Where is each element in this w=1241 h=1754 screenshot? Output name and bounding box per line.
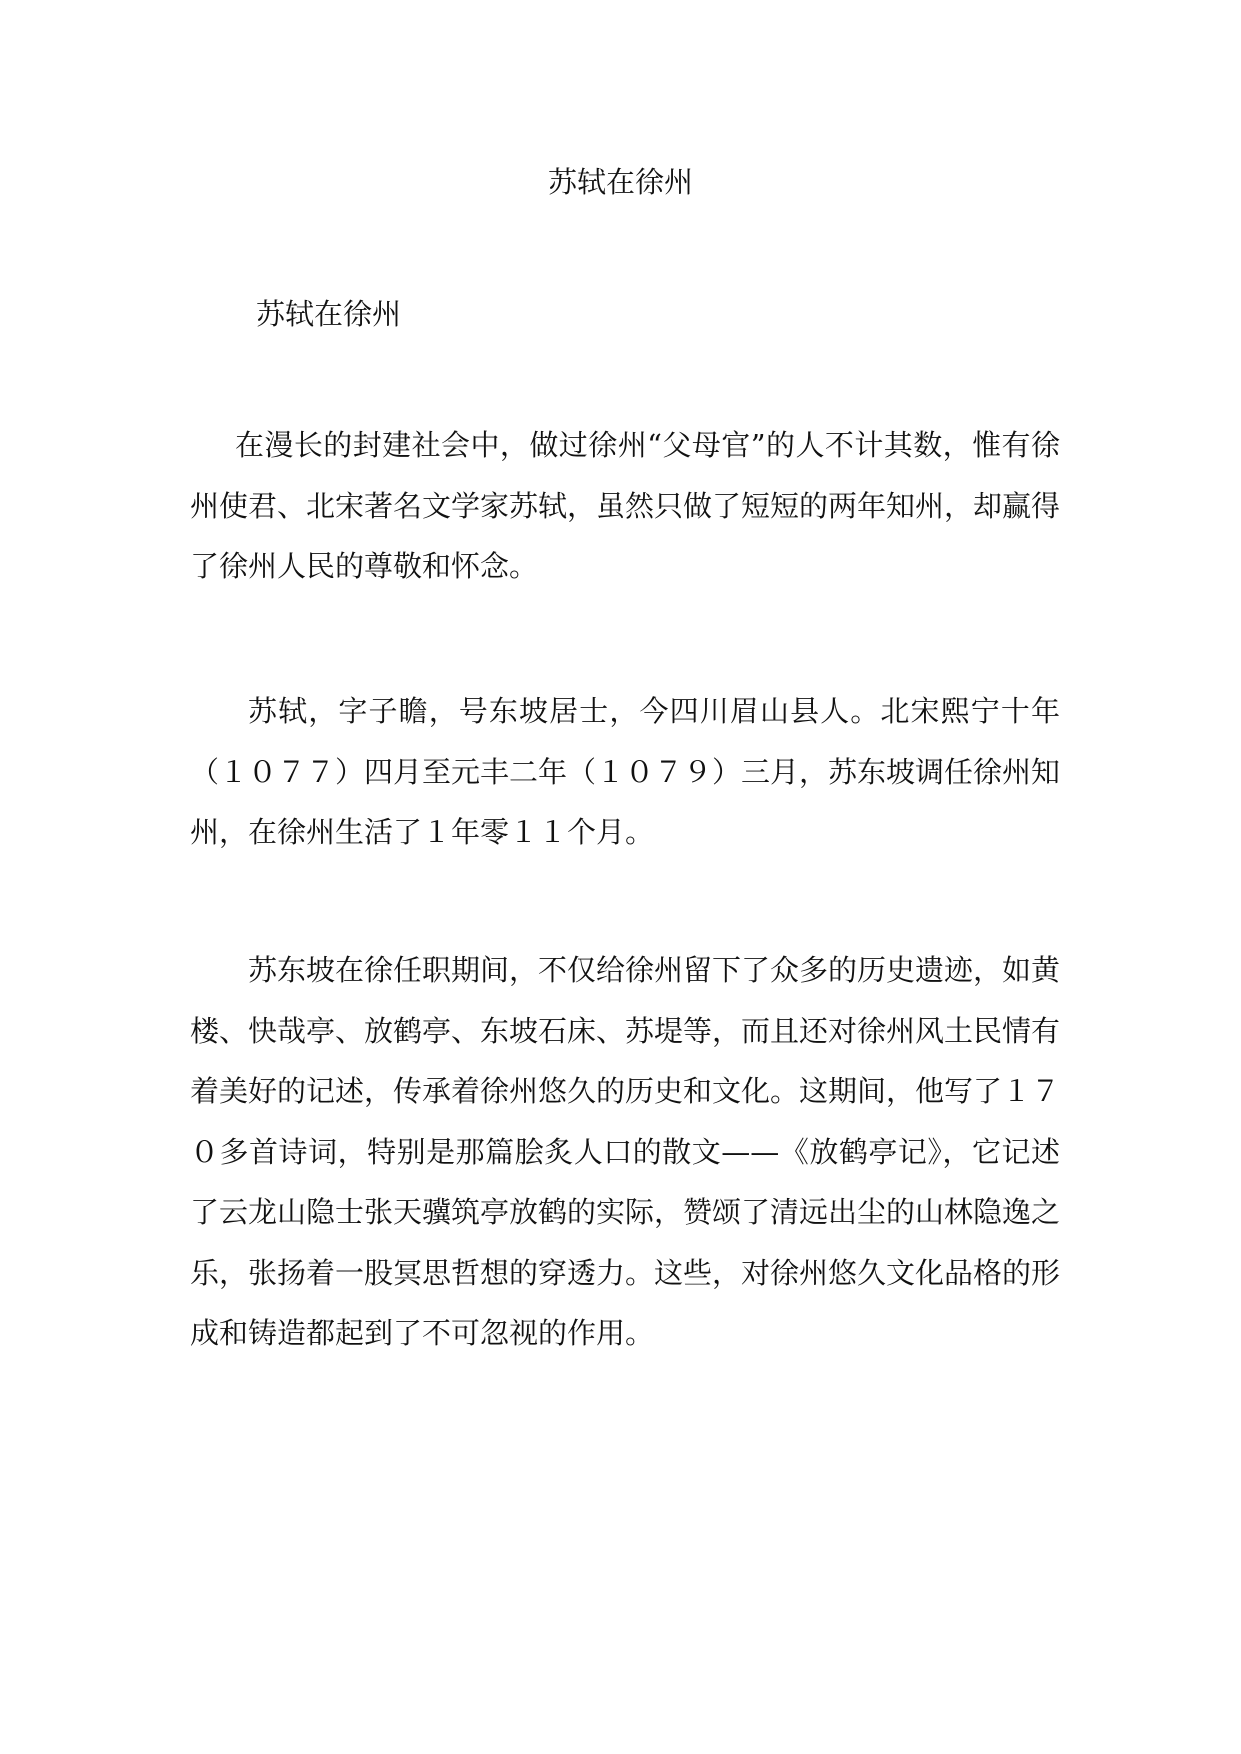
paragraph-2: 苏轼，字子瞻，号东坡居士，今四川眉山县人。北宋熙宁十年（１０７７）四月至元丰二年（１０７９）三月，苏东坡调任徐州知州，在徐州生活了１年零１１个月。: [190, 694, 1061, 849]
paragraph-3: 苏东坡在徐任职期间，不仅给徐州留下了众多的历史遗迹，如黄楼、快哉亭、放鹤亭、东坡石床、苏堤等，而且还对徐州风土民情有着美好的记述，传承着徐州悠久的历史和文化。这期间，他写了１７０多首诗词，特别是那篇脍炙人口的散文——《放鹤亭记》，它记述了云龙山隐士张天骥筑亭放鹤的实际，赞颂了清远出尘的山林隐逸之乐，张扬着一股冥思哲想的穿透力。这些，对徐州悠久文化品格的形成和铸造都起到了不可忽视的作用。: [190, 953, 1061, 1350]
section-heading: 苏轼在徐州: [256, 297, 402, 331]
page-title: 苏轼在徐州: [547, 165, 693, 199]
paragraph-1: 在漫长的封建社会中，做过徐州“父母官”的人不计其数，惟有徐州使君、北宋著名文学家苏轼，虽然只做了短短的两年知州，却赢得了徐州人民的尊敬和怀念。: [190, 428, 1061, 583]
